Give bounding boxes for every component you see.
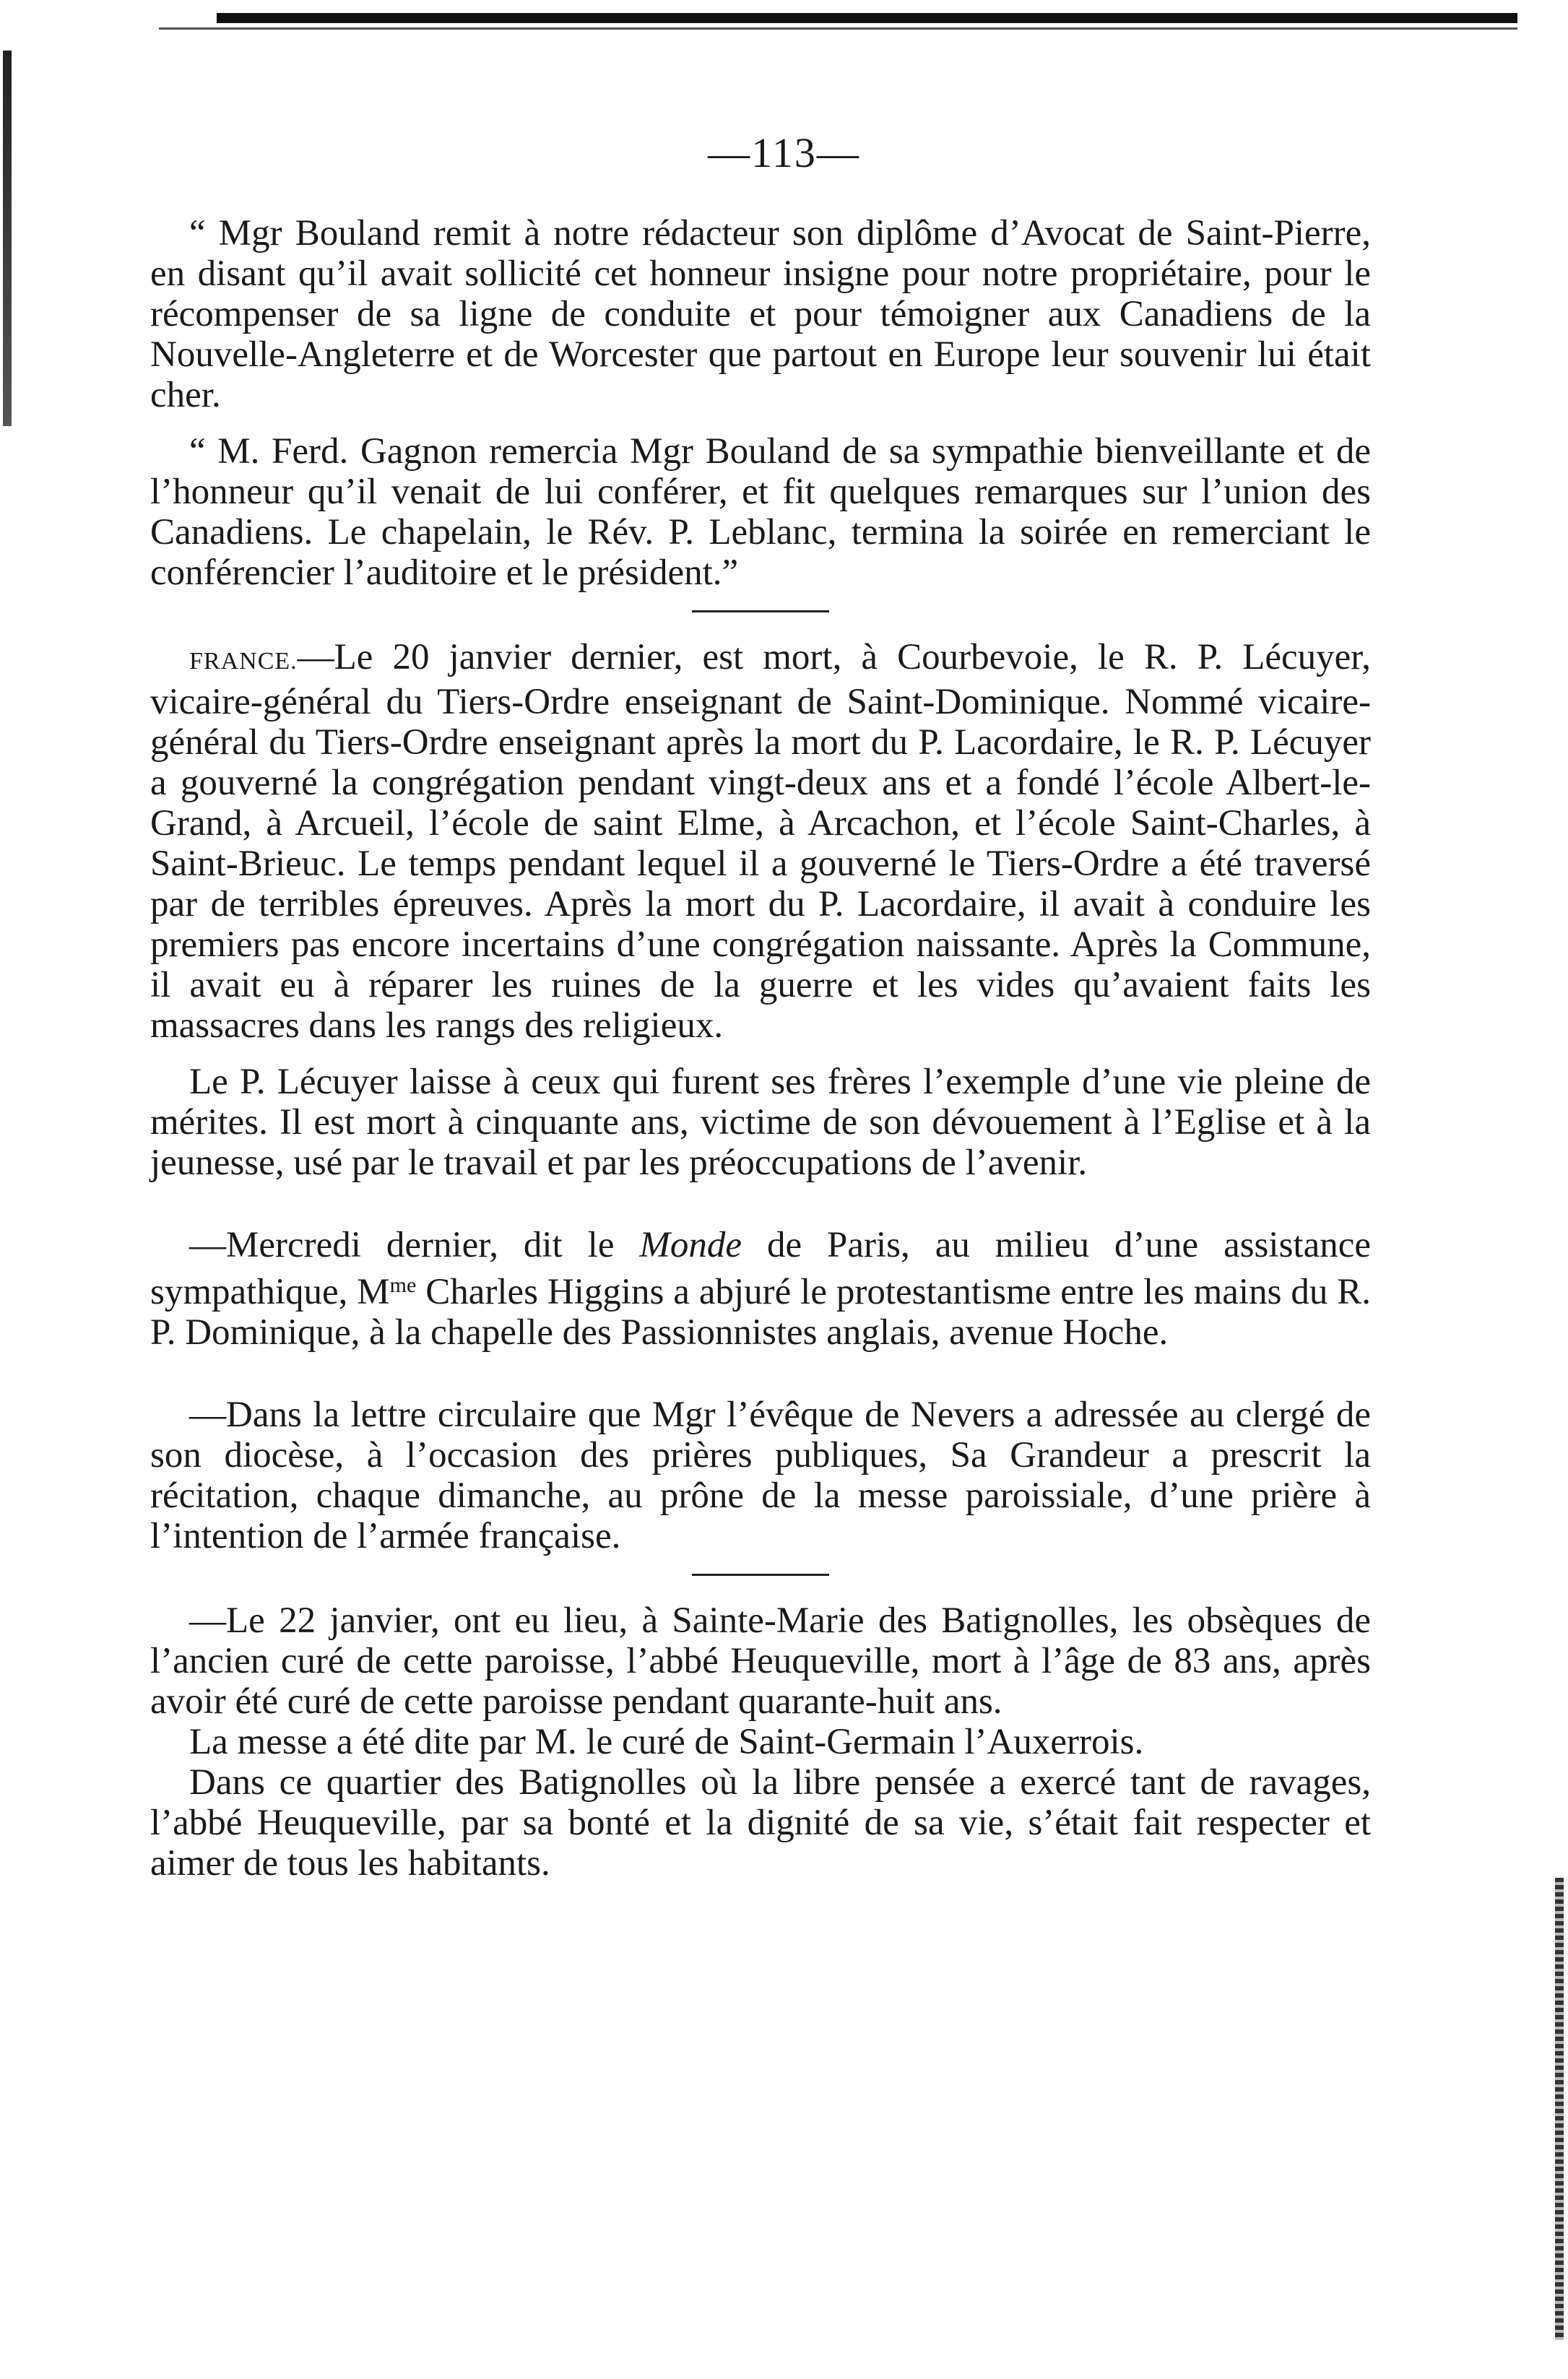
page-top-border xyxy=(217,13,1517,23)
paragraph-lecuyer-legacy: Le P. Lécuyer laisse à ceux qui furent ses frères l’exemple d’une vie pleine de mérites. Il est mort à cinquante ans, victime de son dévouement à l’Eglise et à la jeunesse, usé par le travail et par les préoccupations de l’avenir. xyxy=(150,1062,1371,1183)
paragraph-batignolles: Dans ce quartier des Batignolles où la libre pensée a exercé tant de ravages, l’abbé Heuqueville, par sa bonté et la dignité de sa vie, s’était fait respecter et aimer de tous les habitants. xyxy=(150,1762,1371,1884)
text-run: de Paris, au milieu d’une assistance sympathique, M xyxy=(150,1225,1371,1312)
paragraph-bouland-diploma: “ Mgr Bouland remit à notre rédacteur son diplôme d’Avocat de Saint-Pierre, en disant qu’il avait sollicité cet honneur insigne pour notre propriétaire, pour le récompenser de sa ligne de conduite et pour témoigner aux Canadiens de la Nouvelle-Angleterre et de Worcester que partout en Europe leur souvenir lui était cher. xyxy=(150,213,1371,415)
binding-edge-right xyxy=(1555,1878,1564,2340)
paragraph-france-text: —Le 20 janvier dernier, est mort, à Courbevoie, le R. P. Lécuyer, vicaire-général du Tiers-Ordre enseignant de Saint-Dominique. Nommé vicaire-général du Tiers-Ordre enseignant après la mort du P. Lacordaire, le R. P. Lécuyer a gouverné la congrégation pendant vingt-deux ans et a fondé l’école Albert-le-Grand, à Arcueil, l’école de saint Elme, à Arcachon, et l’école Saint-Charles, à Saint-Brieuc. Le temps pendant lequel il a gouverné le Tiers-Ordre a été traversé par de terribles épreuves. Après la mort du P. Lacordaire, il avait à conduire les premiers pas encore incertains d’une congrégation naissante. Après la Commune, il avait eu à réparer les ruines de la guerre et les vides qu’avaient faits les massacres dans les rangs des religieux. xyxy=(150,637,1371,1046)
section-divider xyxy=(692,1574,829,1576)
paragraph-mass: La messe a été dite par M. le curé de Saint-Germain l’Auxerrois. xyxy=(189,1722,1144,1762)
paragraph-nevers-letter: —Dans la lettre circulaire que Mgr l’évêque de Nevers a adressée au clergé de son diocèse, à l’occasion des prières publiques, Sa Grandeur a prescrit la récitation, chaque dimanche, au prône de la messe paroissiale, d’une prière à l’intention de l’armée française. xyxy=(150,1395,1371,1556)
paragraph-france-lecuyer xyxy=(150,637,1371,1046)
text-run: —Mercredi dernier, dit le xyxy=(189,1225,640,1265)
superscript: me xyxy=(389,1273,417,1297)
page-number: —113— xyxy=(708,129,860,176)
section-divider xyxy=(692,610,829,612)
text-column xyxy=(150,213,1371,1884)
section-label-france: FRANCE. xyxy=(189,648,298,675)
paragraph-higgins-abjuration xyxy=(150,1225,1371,1353)
binding-edge-left xyxy=(3,51,12,426)
paragraph-gagnon-thanks: “ M. Ferd. Gagnon remercia Mgr Bouland de sa sympathie bienveillante et de l’honneur qu’il venait de lui conférer, et fit quelques remarques sur l’union des Canadiens. Le chapelain, le Rév. P. Leblanc, termina la soirée en remerciant le conférencier l’auditoire et le président.” xyxy=(150,431,1371,593)
newspaper-title: Monde xyxy=(639,1225,742,1265)
page-top-border-thin xyxy=(159,27,1517,30)
text-run: Charles Higgins a abjuré le protestantisme entre les mains du R. P. Dominique, à la chapelle des Passionnistes anglais, avenue Hoche. xyxy=(150,1272,1371,1353)
paragraph-heuqueville-obsequies: —Le 22 janvier, ont eu lieu, à Sainte-Marie des Batignolles, les obsèques de l’ancien curé de cette paroisse, l’abbé Heuqueville, mort à l’âge de 83 ans, après avoir été curé de cette paroisse pendant quarante-huit ans. xyxy=(150,1600,1371,1722)
